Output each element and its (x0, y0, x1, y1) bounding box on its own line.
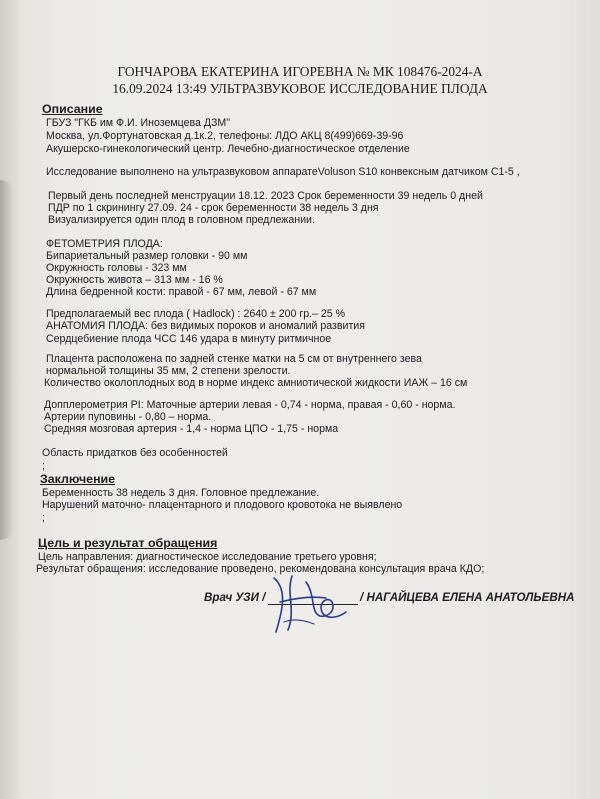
handwritten-signature (266, 572, 350, 638)
separator-semicolon-2: ; (42, 512, 45, 524)
device-line: Исследование выполнено на ультразвуковом аппаратеVoluson S10 конвексным датчиком С1-5 , (46, 166, 520, 178)
appendages-line: Область придатков без особенностей (42, 447, 228, 459)
pdr-line: ПДР по 1 скринингу 27.09. 24 - срок беременности 38 недель 3 дня (48, 202, 379, 214)
page-shadow (0, 180, 14, 540)
fetometry-title: ФЕТОМЕТРИЯ ПЛОДА: (46, 238, 163, 250)
visualized-line: Визуализируется один плод в головном предлежании. (48, 214, 315, 226)
address-line: Москва, ул.Фортунатовская д.1к.2, телефоны: ЛДО АКЦ 8(499)669-39-96 (46, 130, 404, 142)
fl-line: Длина бедренной кости: правой - 67 мм, левой - 67 мм (46, 286, 317, 298)
anatomy-line: АНАТОМИЯ ПЛОДА: без видимых пороков и аномалий развития (46, 320, 365, 332)
patient-header: ГОНЧАРОВА ЕКАТЕРИНА ИГОРЕВНА № МК 108476-2024-А (117, 64, 483, 79)
separator-semicolon: ; (42, 460, 45, 472)
conclusion-title: Заключение (40, 472, 116, 486)
department-line: Акушерско-гинекологический центр. Лечебно-диагностическое отделение (46, 143, 410, 155)
purpose-goal-line: Цель направления: диагностическое исследование третьего уровня; (38, 551, 377, 563)
hc-line: Окружность головы - 323 мм (46, 262, 187, 274)
lmp-line: Первый день последней менструации 18.12. 2023 Срок беременности 39 недель 0 дней (48, 190, 483, 202)
purpose-result-line: Результат обращения: исследование проведено, рекомендована консультация врача КДО; (36, 563, 485, 575)
doppler-uterine-line: Допплерометрия PI: Маточные артерии левая - 0,74 - норма, правая - 0,60 - норма. (44, 399, 456, 411)
exam-header: 16.09.2024 13:49 УЛЬТРАЗВУКОВОЕ ИССЛЕДОВАНИЕ ПЛОДА (112, 81, 488, 96)
ac-line: Окружность живота – 313 мм - 16 % (46, 274, 223, 286)
amniotic-line: Количество околоплодных вод в норме индекс амниотической жидкости ИАЖ – 16 см (44, 377, 468, 389)
description-title: Описание (42, 102, 103, 116)
weight-line: Предполагаемый вес плода ( Hadlock) : 2640 ± 200 гр.– 25 % (46, 308, 346, 320)
conclusion-line-1: Беременность 38 недель 3 дня. Головное предлежание. (42, 487, 320, 499)
bpd-line: Бипариетальный размер головки - 90 мм (46, 250, 248, 262)
doppler-mca-line: Средняя мозговая артерия - 1,4 - норма ЦПО - 1,75 - норма (44, 423, 339, 435)
doctor-label: Врач УЗИ / (204, 591, 266, 604)
heartbeat-line: Сердцебиение плода ЧСС 146 удара в минуту ритмичное (46, 333, 332, 345)
placenta-line-2: нормальной толщины 35 мм, 2 степени зрелости. (46, 365, 291, 377)
conclusion-line-2: Нарушений маточно- плацентарного и плодового кровотока не выявлено (42, 499, 403, 511)
placenta-line-1: Плацента расположена по задней стенке матки на 5 см от внутреннего зева (46, 353, 422, 365)
doppler-umbilical-line: Артерии пуповины - 0,80 – норма. (44, 411, 212, 423)
purpose-title: Цель и результат обращения (38, 536, 218, 550)
institution-line: ГБУЗ "ГКБ им Ф.И. Иноземцева ДЗМ" (46, 117, 230, 129)
doctor-name: / НАГАЙЦЕВА ЕЛЕНА АНАТОЛЬЕВНА (360, 591, 575, 604)
